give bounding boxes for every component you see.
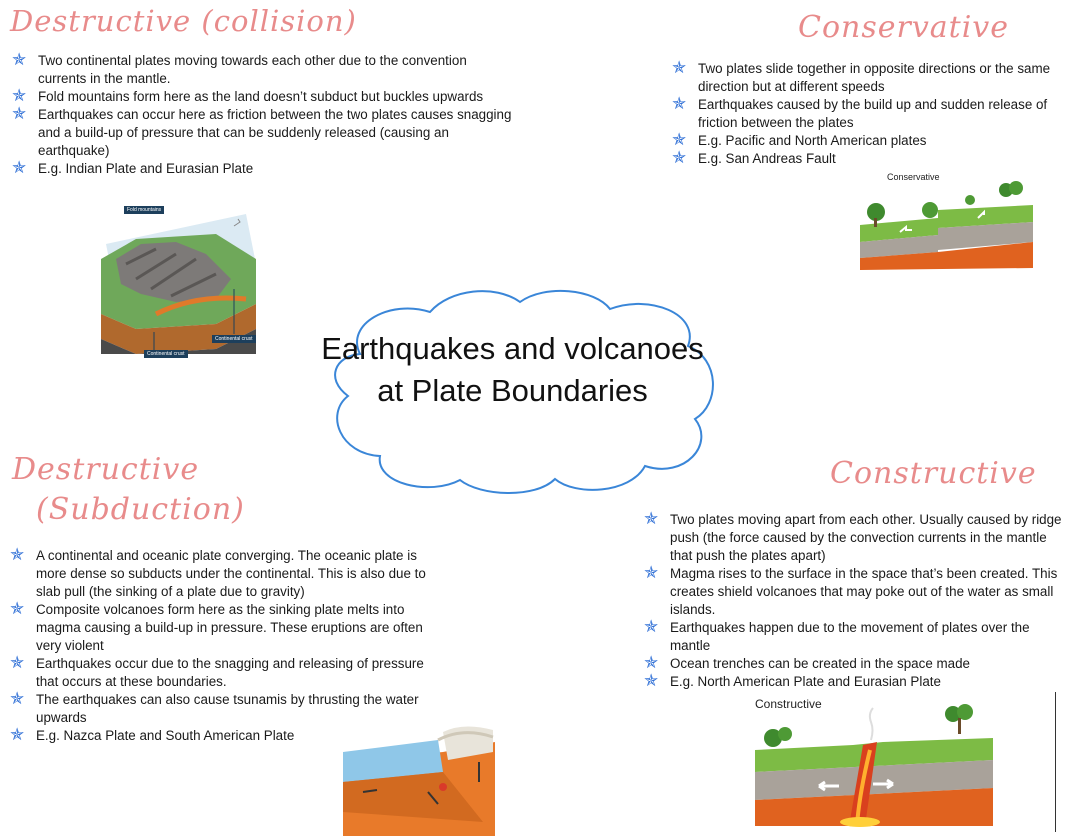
star-icon: ✯ — [672, 148, 687, 167]
list-item: ✯ E.g. Nazca Plate and South American Plate — [10, 725, 295, 744]
collision-diagram — [96, 204, 261, 356]
heading-destructive-collision: Destructive (collision) — [10, 4, 357, 38]
star-icon: ✯ — [644, 617, 659, 636]
conservative-caption: Conservative — [887, 172, 940, 182]
list-item: ✯ E.g. North American Plate and Eurasian Plate — [644, 671, 941, 690]
heading-destructive-subduction-line1: Destructive — [12, 452, 200, 487]
star-icon: ✯ — [10, 599, 25, 618]
star-icon: ✯ — [10, 545, 25, 564]
destructive-collision-list — [12, 52, 512, 178]
conservative-diagram — [858, 180, 1036, 272]
constructive-diagram — [753, 700, 998, 828]
conservative-list — [672, 60, 1064, 168]
constructive-caption: Constructive — [755, 697, 822, 711]
label-continental-crust-2: Continental crust — [212, 335, 256, 343]
star-icon: ✯ — [10, 725, 25, 744]
list-item: ✯ Ocean trenches can be created in the space made — [644, 653, 970, 672]
star-icon: ✯ — [10, 653, 25, 672]
star-icon: ✯ — [672, 94, 687, 113]
subduction-diagram — [343, 722, 495, 836]
star-icon: ✯ — [12, 158, 27, 177]
list-item: ✯ Composite volcanoes form here as the sinking plate melts into magma causing a build-up in pressure. These eruptions are often very violent — [10, 599, 423, 653]
list-item: ✯ E.g. Indian Plate and Eurasian Plate — [12, 158, 254, 177]
star-icon: ✯ — [12, 50, 27, 69]
star-icon: ✯ — [672, 130, 687, 149]
list-item: ✯ Earthquakes happen due to the movement of plates over the mantle — [644, 617, 1030, 653]
destructive-subduction-list — [10, 547, 440, 745]
list-item: ✯ The earthquakes can also cause tsunamis by thrusting the water upwards — [10, 689, 419, 725]
list-item: ✯ Magma rises to the surface in the space that’s been created. This creates shield volcanoes that may poke out of the water as small islands. — [644, 563, 1058, 617]
label-fold-mountains: Fold mountains — [124, 206, 164, 214]
list-item: ✯ Earthquakes caused by the build up and sudden release of friction between the plates — [672, 94, 1048, 130]
list-item: ✯ A continental and oceanic plate converging. The oceanic plate is more dense so subducts under the continental. This is also due to slab pull (the sinking of a plate due to gravity) — [10, 545, 426, 599]
heading-destructive-subduction-line2: (Subduction) — [36, 492, 245, 527]
star-icon: ✯ — [12, 86, 27, 105]
list-item: ✯ Earthquakes occur due to the snagging and releasing of pressure that occurs at these boundaries. — [10, 653, 424, 689]
page-edge-line — [1055, 692, 1056, 832]
list-item: ✯ E.g. San Andreas Fault — [672, 148, 836, 167]
title-cloud — [320, 284, 725, 499]
list-item: ✯ E.g. Pacific and North American plates — [672, 130, 927, 149]
star-icon: ✯ — [672, 58, 687, 77]
heading-constructive: Constructive — [830, 456, 1037, 491]
list-item: ✯ Two plates slide together in opposite directions or the same direction but at different speeds — [672, 58, 1051, 94]
list-item: ✯ Earthquakes can occur here as friction between the two plates causes snagging and a build-up of pressure that can be suddenly released (causing an earthquake) — [12, 104, 512, 158]
constructive-list — [644, 511, 1064, 691]
star-icon: ✯ — [644, 671, 659, 690]
list-item: ✯ Two plates moving apart from each other. Usually caused by ridge push (the force caused by the convection currents in the mantle that push the plates apart) — [644, 509, 1062, 563]
star-icon: ✯ — [644, 509, 659, 528]
heading-conservative: Conservative — [798, 10, 1010, 45]
star-icon: ✯ — [12, 104, 27, 123]
star-icon: ✯ — [644, 653, 659, 672]
page-title: Earthquakes and volcanoes at Plate Boundaries — [321, 331, 704, 408]
star-icon: ✯ — [644, 563, 659, 582]
star-icon: ✯ — [10, 689, 25, 708]
list-item: ✯ Fold mountains form here as the land doesn’t subduct but buckles upwards — [12, 86, 484, 105]
list-item: ✯ Two continental plates moving towards each other due to the convention currents in the mantle. — [12, 50, 467, 86]
label-continental-crust: Continental crust — [144, 350, 188, 358]
